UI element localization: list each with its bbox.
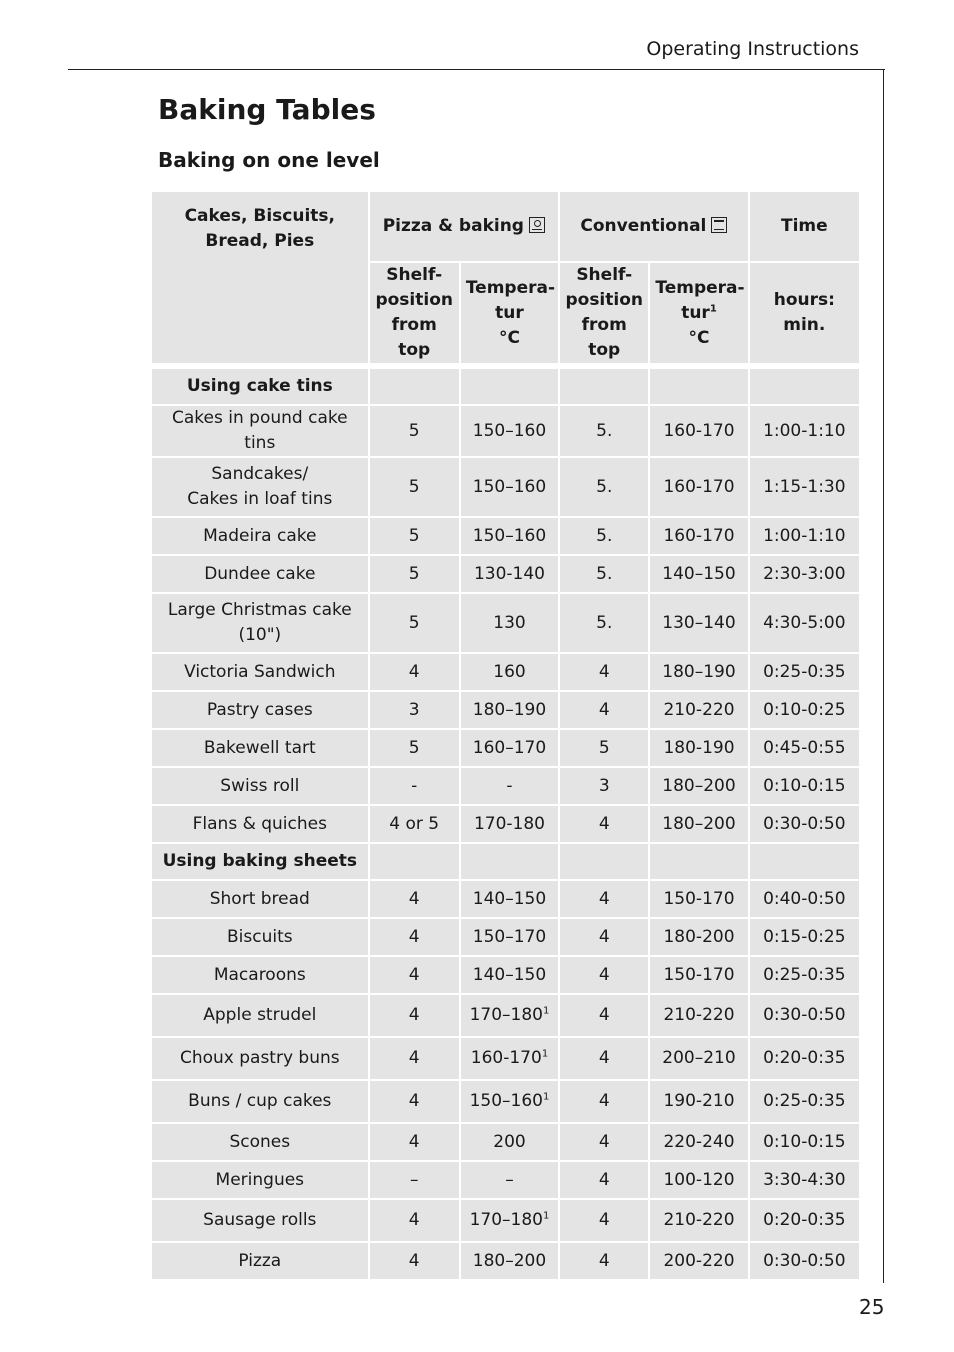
pizza-shelf-cell: [370, 957, 459, 993]
time-cell: [750, 654, 859, 690]
item-name: Short bread: [152, 881, 368, 917]
time-cell: [750, 1081, 859, 1122]
time-header: Time: [750, 192, 859, 261]
pizza-temp-cell-value: 170-180: [473, 813, 545, 834]
item-name: Meringues: [152, 1162, 368, 1198]
footnote-marker: 1: [543, 1210, 550, 1222]
time-cell-value: 4:30-5:00: [763, 612, 846, 633]
running-header: Operating Instructions: [646, 38, 859, 60]
time-cell: [750, 1200, 859, 1241]
pizza-shelf-cell: [370, 594, 459, 652]
conv-temp-cell-value: 200-220: [663, 1250, 735, 1271]
conv-temp-cell-value: 210-220: [663, 1005, 735, 1025]
group-label: Using baking sheets: [152, 844, 368, 879]
conv-shelf-cell-value: 4: [598, 888, 610, 909]
conv-shelf-header: Shelf- position from top: [560, 263, 648, 363]
time-cell: [750, 692, 859, 728]
time-cell: [750, 556, 859, 592]
pizza-shelf-cell-value: 5: [408, 612, 420, 633]
conv-shelf-cell: [560, 730, 648, 766]
pizza-shelf-cell: [370, 730, 459, 766]
table-row: [152, 1038, 859, 1079]
conv-shelf-cell-value: 4: [598, 1005, 610, 1025]
time-cell-value: 0:30-0:50: [763, 1005, 846, 1025]
gap-cell: [370, 365, 459, 367]
item-name: Madeira cake: [152, 518, 368, 554]
conv-shelf-cell: [560, 458, 648, 516]
time-cell: [750, 518, 859, 554]
pizza-shelf-cell-value: 5: [408, 737, 420, 758]
pizza-temp-cell-value: 180–190: [472, 699, 547, 720]
empty-cell: [650, 369, 747, 404]
time-cell-value: 0:25-0:35: [763, 1091, 846, 1111]
item-name: Flans & quiches: [152, 806, 368, 842]
gap-cell: [152, 365, 368, 367]
time-cell-value: 0:25-0:35: [763, 661, 846, 682]
empty-cell: [370, 844, 459, 879]
gap-cell: [560, 365, 648, 367]
conv-temp-cell-value: 190-210: [663, 1091, 735, 1111]
conv-temp-cell-value: 180–200: [662, 775, 736, 796]
pizza-shelf-cell: [370, 1081, 459, 1122]
pizza-temp-cell-value: 160-170: [470, 1048, 542, 1068]
conv-temp-cell: [650, 1038, 747, 1079]
conv-temp-cell: [650, 919, 747, 955]
empty-cell: [750, 369, 859, 404]
conv-temp-cell-value: 220-240: [663, 1131, 735, 1152]
time-cell-value: 0:40-0:50: [763, 888, 846, 909]
table-row: [152, 995, 859, 1036]
table-row: [152, 518, 859, 554]
pizza-shelf-cell-value: 5: [408, 525, 420, 546]
pizza-shelf-cell: [370, 806, 459, 842]
time-cell: [750, 1038, 859, 1079]
time-cell-value: 0:10-0:15: [763, 775, 846, 796]
conv-temp-cell: [650, 768, 747, 804]
pizza-shelf-cell-value: 4: [408, 1005, 420, 1025]
header-rule: [68, 69, 885, 70]
pizza-shelf-cell: [370, 556, 459, 592]
time-cell-value: 2:30-3:00: [763, 563, 846, 584]
conv-temp-cell-value: 140–150: [662, 563, 736, 584]
conv-temp-cell: [650, 406, 747, 456]
item-name: Large Christmas cake (10"): [152, 594, 368, 652]
pizza-shelf-cell-value: 4: [408, 1091, 420, 1111]
table-row: [152, 594, 859, 652]
empty-cell: [750, 844, 859, 879]
pizza-temp-cell: [461, 406, 558, 456]
time-cell-value: 0:10-0:25: [763, 699, 846, 720]
pizza-temp-cell: [461, 1038, 558, 1079]
conv-shelf-cell-value: 4: [598, 926, 610, 947]
conv-shelf-cell: [560, 1162, 648, 1198]
conv-shelf-cell: [560, 518, 648, 554]
pizza-shelf-cell-value: 4: [408, 1048, 420, 1068]
pizza-temp-cell: [461, 654, 558, 690]
conv-temp-cell: [650, 556, 747, 592]
gap-cell: [650, 365, 747, 367]
pizza-temp-cell: [461, 957, 558, 993]
page-number: 25: [859, 1295, 885, 1319]
pizza-temp-cell: [461, 806, 558, 842]
time-cell: [750, 919, 859, 955]
pizza-shelf-cell-value: 4: [408, 1210, 420, 1230]
pizza-shelf-cell: [370, 768, 459, 804]
pizza-shelf-cell: [370, 881, 459, 917]
pizza-temp-header: Tempera- tur °C: [461, 263, 558, 363]
conv-temp-cell-value: 180-190: [663, 737, 735, 758]
pizza-shelf-cell: [370, 1124, 459, 1160]
group-row: [152, 844, 859, 879]
pizza-shelf-cell: [370, 919, 459, 955]
time-cell-value: 0:30-0:50: [763, 813, 846, 834]
conv-temp-cell-value: 180-200: [663, 926, 735, 947]
conv-temp-cell-value: 100-120: [663, 1169, 735, 1190]
item-name: Cakes in pound cake tins: [152, 406, 368, 456]
conv-temp-cell-value: 160-170: [663, 525, 735, 546]
conv-temp-cell-value: 210-220: [663, 1210, 735, 1230]
pizza-temp-cell-value: 150–160: [472, 525, 547, 546]
pizza-shelf-cell: [370, 1200, 459, 1241]
pizza-temp-cell-value: 150–160: [472, 420, 547, 441]
time-cell: [750, 1162, 859, 1198]
table-row: [152, 730, 859, 766]
item-name: Sausage rolls: [152, 1200, 368, 1241]
conv-temp-cell-value: 200–210: [662, 1048, 736, 1068]
pizza-temp-cell-value: 150–160: [472, 476, 547, 497]
conv-temp-cell: [650, 1200, 747, 1241]
conv-temp-cell: [650, 1162, 747, 1198]
pizza-temp-cell-value: –: [505, 1169, 514, 1190]
conv-shelf-cell-value: 4: [598, 813, 610, 834]
pizza-shelf-cell-value: 4: [408, 661, 420, 682]
time-cell: [750, 768, 859, 804]
header-gap: [152, 365, 859, 367]
item-name: Buns / cup cakes: [152, 1081, 368, 1122]
pizza-shelf-cell: [370, 1038, 459, 1079]
pizza-temp-cell: [461, 1081, 558, 1122]
item-name: Scones: [152, 1124, 368, 1160]
conv-shelf-cell: [560, 768, 648, 804]
pizza-temp-cell: [461, 556, 558, 592]
pizza-shelf-cell: [370, 406, 459, 456]
time-cell-value: 0:45-0:55: [763, 737, 846, 758]
conv-shelf-cell: [560, 1124, 648, 1160]
conv-shelf-cell-value: 4: [598, 1091, 610, 1111]
baking-table: [150, 190, 861, 1281]
time-cell: [750, 406, 859, 456]
group-label: Using cake tins: [152, 369, 368, 404]
conv-shelf-cell-value: 5.: [596, 525, 613, 546]
table-row: [152, 556, 859, 592]
conv-temp-cell-value: 210-220: [663, 699, 735, 720]
conv-temp-cell: [650, 730, 747, 766]
conv-temp-cell: [650, 806, 747, 842]
baking-table-body: [152, 192, 859, 1279]
conv-temp-cell: [650, 518, 747, 554]
conv-shelf-cell: [560, 556, 648, 592]
conv-temp-cell: [650, 1081, 747, 1122]
conv-shelf-cell: [560, 594, 648, 652]
pizza-shelf-cell-value: 4: [408, 1131, 420, 1152]
time-cell-value: 1:15-1:30: [763, 476, 846, 497]
pizza-shelf-cell-value: 5: [408, 476, 420, 497]
pizza-shelf-cell-value: 5: [408, 420, 420, 441]
time-cell-value: 0:30-0:50: [763, 1250, 846, 1271]
conv-shelf-cell: [560, 692, 648, 728]
conv-shelf-cell-value: 4: [598, 1210, 610, 1230]
conv-shelf-cell-value: 5.: [596, 476, 613, 497]
item-name: Dundee cake: [152, 556, 368, 592]
empty-cell: [650, 844, 747, 879]
table-row: [152, 1243, 859, 1279]
conv-shelf-cell: [560, 995, 648, 1036]
table-row: [152, 692, 859, 728]
pizza-temp-cell-value: 150–170: [472, 926, 547, 947]
pizza-shelf-cell-value: -: [411, 775, 418, 796]
conv-shelf-cell-value: 4: [598, 661, 610, 682]
empty-cell: [560, 369, 648, 404]
conv-shelf-cell-value: 3: [598, 775, 610, 796]
conv-temp-cell-value: 180–200: [662, 813, 736, 834]
table-row: [152, 654, 859, 690]
table-row: [152, 458, 859, 516]
pizza-temp-cell-value: 160–170: [472, 737, 547, 758]
table-row: [152, 1081, 859, 1122]
pizza-shelf-cell: [370, 692, 459, 728]
time-cell-value: 3:30-4:30: [763, 1169, 846, 1190]
conv-temp-header: Tempera- tur$^1$ °C: [650, 263, 747, 363]
conv-shelf-cell-value: 4: [598, 1131, 610, 1152]
pizza-temp-cell: [461, 692, 558, 728]
pizza-shelf-cell: [370, 1162, 459, 1198]
pizza-shelf-cell: [370, 654, 459, 690]
pizza-temp-cell: [461, 1162, 558, 1198]
table-row: [152, 919, 859, 955]
conventional-heat-icon: [711, 217, 727, 233]
pizza-baking-icon: [529, 217, 545, 233]
pizza-temp-cell: [461, 768, 558, 804]
conv-temp-cell-value: 180–190: [662, 661, 736, 682]
time-cell: [750, 995, 859, 1036]
temp-unit: °C: [498, 327, 520, 348]
pizza-shelf-cell-value: 4: [408, 926, 420, 947]
pizza-temp-cell: [461, 518, 558, 554]
margin-rule: [883, 69, 884, 1283]
footnote-marker: 1: [543, 1091, 550, 1103]
item-name: Swiss roll: [152, 768, 368, 804]
conv-shelf-cell-value: 4: [598, 964, 610, 985]
time-cell-value: 0:20-0:35: [763, 1210, 846, 1230]
time-unit-header: hours: min.: [750, 263, 859, 363]
time-cell: [750, 458, 859, 516]
table-row: [152, 1162, 859, 1198]
pizza-shelf-cell-value: 4: [408, 1250, 420, 1271]
conv-temp-cell: [650, 1243, 747, 1279]
footnote-marker: 1: [543, 1005, 550, 1017]
temp-unit: °C: [688, 327, 710, 348]
table-row: [152, 1124, 859, 1160]
conv-shelf-cell-value: 4: [598, 1250, 610, 1271]
pizza-shelf-cell-value: –: [409, 1169, 419, 1190]
gap-cell: [750, 365, 859, 367]
empty-cell: [461, 369, 558, 404]
pizza-temp-cell-value: 140–150: [472, 964, 547, 985]
page-title: Baking Tables: [158, 93, 376, 126]
conv-shelf-cell: [560, 919, 648, 955]
pizza-temp-cell-value: 180–200: [472, 1250, 547, 1271]
gap-cell: [461, 365, 558, 367]
time-cell-value: 1:00-1:10: [763, 525, 846, 546]
pizza-temp-cell-value: 170–180: [469, 1005, 543, 1025]
conv-temp-cell-value: 150-170: [663, 964, 735, 985]
time-cell-value: 0:15-0:25: [763, 926, 846, 947]
conv-shelf-cell-value: 5: [598, 737, 610, 758]
table-row: [152, 881, 859, 917]
pizza-temp-cell-value: 160: [493, 661, 526, 682]
conv-shelf-cell: [560, 1038, 648, 1079]
pizza-temp-cell: [461, 1200, 558, 1241]
time-cell: [750, 594, 859, 652]
time-cell-value: 0:20-0:35: [763, 1048, 846, 1068]
pizza-shelf-cell: [370, 458, 459, 516]
item-name: Macaroons: [152, 957, 368, 993]
conv-shelf-cell: [560, 1200, 648, 1241]
pizza-temp-cell: [461, 919, 558, 955]
conv-shelf-cell: [560, 654, 648, 690]
conv-temp-cell-value: 150-170: [663, 888, 735, 909]
conv-shelf-cell-value: 5.: [596, 420, 613, 441]
empty-cell: [560, 844, 648, 879]
conv-temp-cell-value: 130–140: [662, 612, 736, 633]
pizza-temp-cell-value: 200: [493, 1131, 526, 1152]
table-row: [152, 806, 859, 842]
item-column-header: Cakes, Biscuits, Bread, Pies: [152, 192, 368, 363]
conv-temp-cell-value: 160-170: [663, 476, 735, 497]
time-cell: [750, 957, 859, 993]
conv-shelf-cell: [560, 957, 648, 993]
conv-temp-cell: [650, 1124, 747, 1160]
item-name: Apple strudel: [152, 995, 368, 1036]
item-name: Pizza: [152, 1243, 368, 1279]
time-cell: [750, 881, 859, 917]
conv-shelf-cell: [560, 406, 648, 456]
pizza-temp-cell: [461, 881, 558, 917]
pizza-temp-cell-value: 170–180: [469, 1210, 543, 1230]
time-cell-value: 0:25-0:35: [763, 964, 846, 985]
pizza-temp-cell: [461, 458, 558, 516]
empty-cell: [370, 369, 459, 404]
empty-cell: [461, 844, 558, 879]
item-name: Sandcakes/ Cakes in loaf tins: [152, 458, 368, 516]
item-name: Biscuits: [152, 919, 368, 955]
conv-temp-cell: [650, 881, 747, 917]
header-row-top: [152, 192, 859, 261]
table-row: [152, 768, 859, 804]
pizza-temp-cell-value: 140–150: [472, 888, 547, 909]
pizza-temp-cell: [461, 730, 558, 766]
conventional-header: [560, 192, 748, 261]
pizza-baking-header: [370, 192, 559, 261]
footnote-marker: 1: [541, 1048, 549, 1060]
conv-shelf-cell: [560, 806, 648, 842]
item-name: Bakewell tart: [152, 730, 368, 766]
time-cell-value: 0:10-0:15: [763, 1131, 846, 1152]
pizza-shelf-cell-value: 4: [408, 888, 420, 909]
time-cell: [750, 1124, 859, 1160]
pizza-temp-cell-value: 150–160: [469, 1091, 543, 1111]
pizza-shelf-cell-value: 5: [408, 563, 420, 584]
pizza-temp-cell: [461, 995, 558, 1036]
pizza-temp-cell-value: 130: [493, 612, 526, 633]
conv-temp-cell: [650, 692, 747, 728]
pizza-baking-label: Pizza & baking: [382, 216, 524, 236]
footnote-marker: 1: [709, 302, 717, 314]
conv-temp-cell: [650, 957, 747, 993]
group-row: [152, 369, 859, 404]
pizza-shelf-cell-value: 4: [408, 964, 420, 985]
pizza-shelf-cell: [370, 1243, 459, 1279]
conv-shelf-cell-value: 5.: [596, 563, 613, 584]
conv-shelf-cell-value: 4: [598, 1048, 610, 1068]
time-cell: [750, 730, 859, 766]
pizza-temp-cell: [461, 1124, 558, 1160]
conv-temp-cell: [650, 654, 747, 690]
conv-temp-cell: [650, 995, 747, 1036]
section-title: Baking on one level: [158, 148, 380, 172]
item-name: Choux pastry buns: [152, 1038, 368, 1079]
conv-temp-cell-value: 160-170: [663, 420, 735, 441]
table-row: [152, 957, 859, 993]
pizza-temp-cell-value: 130-140: [473, 563, 545, 584]
time-cell: [750, 806, 859, 842]
pizza-shelf-cell: [370, 995, 459, 1036]
item-name: Victoria Sandwich: [152, 654, 368, 690]
conv-shelf-cell: [560, 1243, 648, 1279]
item-name: Pastry cases: [152, 692, 368, 728]
table-row: [152, 406, 859, 456]
time-cell-value: 1:00-1:10: [763, 420, 846, 441]
pizza-shelf-header: Shelf- position from top: [370, 263, 459, 363]
conv-shelf-cell-value: 4: [598, 699, 610, 720]
conv-temp-cell: [650, 458, 747, 516]
time-cell: [750, 1243, 859, 1279]
conv-shelf-cell-value: 4: [598, 1169, 610, 1190]
conventional-label: Conventional: [580, 216, 707, 236]
pizza-temp-cell: [461, 594, 558, 652]
table-row: [152, 1200, 859, 1241]
pizza-temp-cell: [461, 1243, 558, 1279]
conv-shelf-cell: [560, 1081, 648, 1122]
pizza-temp-cell-value: -: [506, 775, 513, 796]
conv-shelf-cell-value: 5.: [596, 612, 613, 633]
conv-temp-cell: [650, 594, 747, 652]
pizza-shelf-cell: [370, 518, 459, 554]
conv-shelf-cell: [560, 881, 648, 917]
pizza-shelf-cell-value: 3: [408, 699, 420, 720]
pizza-shelf-cell-value: 4 or 5: [389, 813, 440, 834]
